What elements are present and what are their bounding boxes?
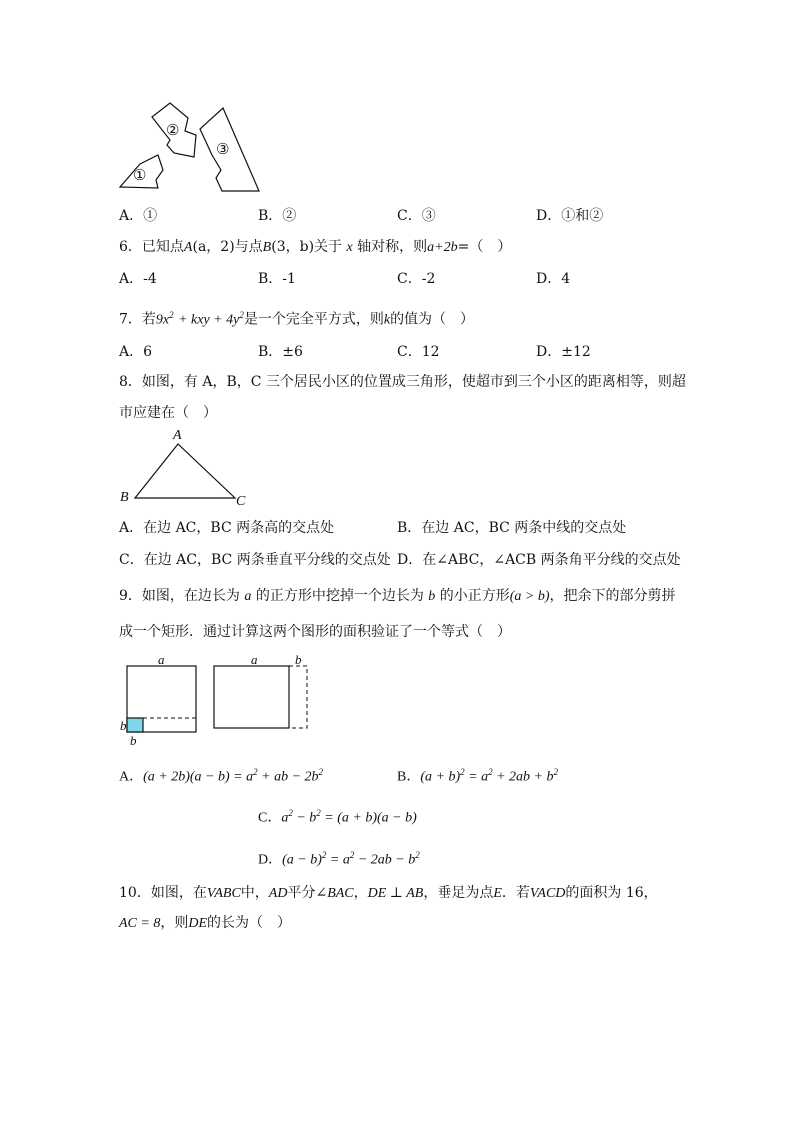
q10-stem-line-1: 10．如图，在VABC中，AD平分∠BAC，DE ⊥ AB，垂足为点E．若VACD的面积为 16， <box>119 885 658 901</box>
vertex-label-b: B <box>120 490 129 505</box>
q5-option-d[interactable]: D．①和② <box>536 208 604 224</box>
q6-option-a[interactable]: A．-4 <box>119 271 157 287</box>
q6-option-c[interactable]: C．-2 <box>397 271 436 287</box>
rectangle-result <box>214 666 289 728</box>
q9-stem-line-1: 9．如图，在边长为 a 的正方形中挖掉一个边长为 b 的小正方形(a > b)，把余下的部分剪拼 <box>119 588 676 604</box>
q8-stem-line-1: 8．如图，有 A，B，C 三个居民小区的位置成三角形，使超市到三个小区的距离相等，则超 <box>119 374 686 390</box>
q7-option-b[interactable]: B．±6 <box>258 344 303 360</box>
q5-option-a[interactable]: A．① <box>119 208 158 224</box>
q6-option-d[interactable]: D．4 <box>536 271 571 287</box>
shape-3 <box>200 108 259 191</box>
q10-stem-line-2: AC = 8，则DE的长为（ ） <box>119 915 292 931</box>
q8-option-d[interactable]: D．在∠ABC，∠ACB 两条角平分线的交点处 <box>397 552 681 568</box>
q6-stem: 6．已知点A(a，2)与点B(3，b)关于 x 轴对称，则a+2b=（ ） <box>119 239 512 255</box>
fig-label-a-right: a <box>251 652 258 667</box>
q8-triangle-figure <box>130 440 240 505</box>
q5-option-c[interactable]: C．③ <box>397 208 436 224</box>
q9-option-b[interactable]: B．$(a + b)^2 = a^2 + 2ab + b^2$ <box>397 767 558 785</box>
q5-option-b[interactable]: B．② <box>258 208 297 224</box>
shape-3-label: ③ <box>216 140 230 158</box>
vertex-label-c: C <box>236 494 246 509</box>
shape-1-label: ① <box>133 166 147 184</box>
q8-option-a[interactable]: A．在边 AC，BC 两条高的交点处 <box>119 520 335 536</box>
fig-label-a-left: a <box>158 652 165 667</box>
vertex-label-a: A <box>173 428 182 443</box>
q8-option-c[interactable]: C．在边 AC，BC 两条垂直平分线的交点处 <box>119 552 391 568</box>
q7-option-a[interactable]: A．6 <box>119 344 153 360</box>
triangle-abc <box>135 444 235 498</box>
fig-label-b-bottom: b <box>130 733 137 748</box>
q8-stem-line-2: 市应建在（ ） <box>119 405 217 421</box>
q9-stem-line-2: 成一个矩形．通过计算这两个图形的面积验证了一个等式（ ） <box>119 624 511 640</box>
q7-option-d[interactable]: D．±12 <box>536 344 591 360</box>
q7-stem: 7．若$9x^2$ + kxy + $4y^2$是一个完全平方式，则k的值为（ ） <box>119 310 475 328</box>
small-square-removed <box>127 718 143 732</box>
q8-option-b[interactable]: B．在边 AC，BC 两条中线的交点处 <box>397 520 627 536</box>
shape-2-label: ② <box>166 121 180 139</box>
fig-label-b-side: b <box>120 718 127 733</box>
q9-option-c[interactable]: C．$a^2 - b^2 = (a + b)(a - b)$ <box>258 808 417 826</box>
dashed-strip <box>289 666 307 728</box>
fig-label-b-top: b <box>295 652 302 667</box>
q9-option-a[interactable]: A．$(a + 2b)(a - b) = a^2$ + ab − $2b^2$ <box>119 767 324 785</box>
q9-squares-figure <box>118 652 318 747</box>
q7-option-c[interactable]: C．12 <box>397 344 440 360</box>
q9-option-d[interactable]: D．$(a - b)^2 = a^2 - 2ab - b^2$ <box>258 850 420 868</box>
q6-option-b[interactable]: B．-1 <box>258 271 296 287</box>
